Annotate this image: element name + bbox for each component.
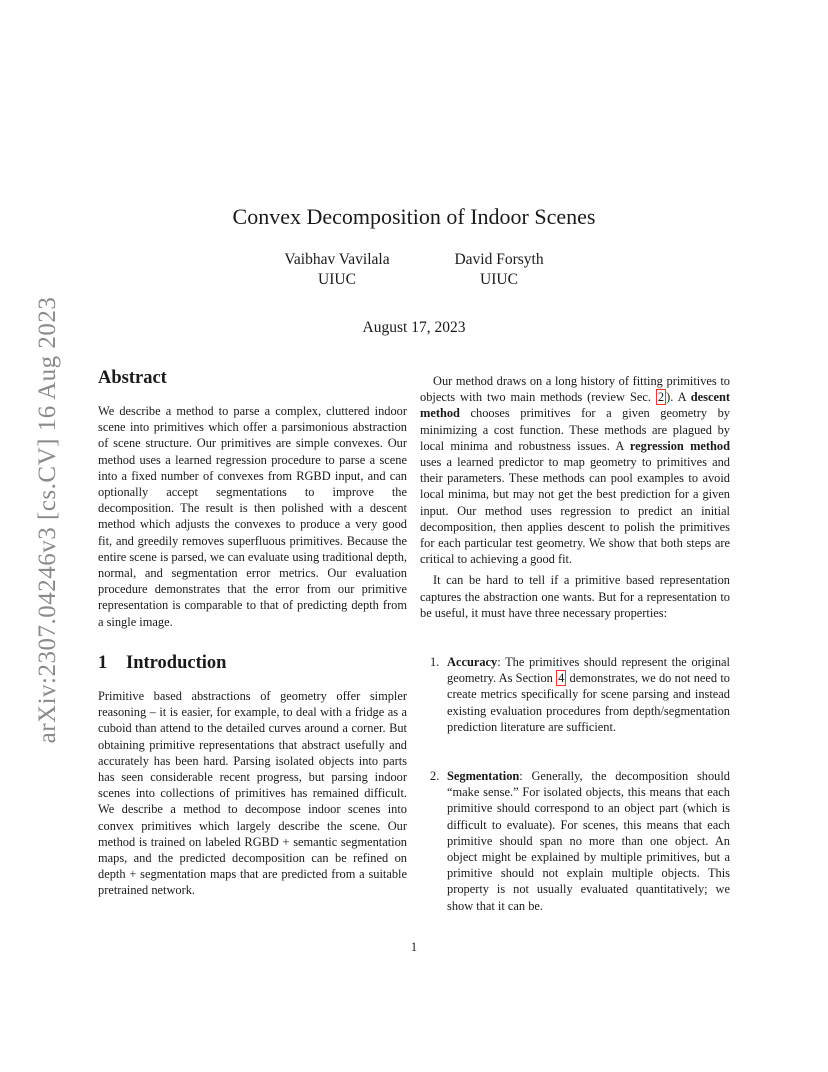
section-title: Introduction	[126, 653, 227, 673]
section-number: 1	[98, 653, 108, 673]
term-descent-method: descent method	[420, 390, 731, 421]
list-text: Segmentation: Generally, the decomposition should “make sense.” For isolated objects, this means that each primitive should correspond to an object part (which is difficult to evaluate). For scenes, this means that each primitive should span no more than one object. An object might be explained by multiple primitives, but a primitive should not explain multiple objects. This property is not usually evaluated quantitatively; we show that it can be.	[447, 769, 730, 913]
section-ref-link[interactable]: 4	[558, 671, 565, 686]
paper-date: August 17, 2023	[362, 319, 466, 336]
author-name: David Forsyth	[454, 251, 544, 268]
list-text: Accuracy: The primitives should represent the original geometry. As Section 4 demonstrates, we do not need to create metrics specifically for scene parsing and instead existing evaluation procedures from depth/segmentation prediction literature are sufficient.	[447, 655, 730, 734]
list-number: 1.	[430, 655, 440, 669]
paper-title: Convex Decomposition of Indoor Scenes	[232, 204, 596, 229]
term-accuracy: Accuracy	[447, 655, 498, 669]
author-affiliation: UIUC	[318, 271, 356, 288]
author-2	[399, 250, 599, 290]
list-item	[430, 654, 730, 735]
list-number: 2.	[430, 769, 440, 783]
term-segmentation: Segmentation	[447, 769, 520, 783]
abstract-body	[98, 403, 407, 630]
page-number: 1	[410, 940, 418, 954]
abstract-heading: Abstract	[98, 368, 167, 388]
author-affiliation: UIUC	[480, 271, 518, 288]
term-regression-method: regression method	[629, 438, 730, 453]
right-column-body	[420, 373, 730, 621]
author-name: Vaibhav Vavilala	[284, 251, 390, 268]
introduction-body	[98, 688, 407, 899]
arxiv-identifier: arXiv:2307.04246v3 [cs.CV] 16 Aug 2023	[34, 296, 61, 744]
paragraph-properties: It can be hard to tell if a primitive based representation captures the abstraction one wants. But for a representation to be useful, it must have three necessary properties:	[420, 573, 730, 620]
list-item	[430, 768, 730, 914]
introduction-heading	[98, 653, 226, 674]
abstract-text: We describe a method to parse a complex, cluttered indoor scene into primitives which offer a parsimonious abstraction of scene structure. Our primitives are simple convexes. Our method uses a learned regression procedure to parse a scene into a fixed number of convexes from RGBD input, and can optionally accept segmentations to improve the decomposition. The result is then polished with a descent method which adjusts the convexes to produce a very good fit, and greedily removes superfluous primitives. Because the entire scene is parsed, we can evaluate using traditional depth, normal, and segmentation error metrics. Our evaluation procedure demonstrates that the error from our primitive representation is comparable to that of predicting depth from a single image.	[98, 404, 407, 629]
section-ref-link[interactable]: 2	[657, 390, 665, 405]
paragraph-methods: Our method draws on a long history of fitting primitives to objects with two main methods (review Sec. 2 ). A descent method chooses primitives for a given geometry by minimizing a cost function. These methods are plagued by local minima and robustness issues. A regression method uses a learned predictor to map geometry to primitives and their parameters. These methods can pool examples to avoid local minima, but may not get the best prediction for a given input. Our method uses regression to predict an initial decomposition, then applies descent to polish the primitives for each particular test geometry. We show that both steps are critical to achieving a good fit.	[420, 374, 731, 567]
introduction-text: Primitive based abstractions of geometry offer simpler reasoning – it is easier, for example, to deal with a fridge as a cuboid than attend to the detailed curves around a corner. But obtaining primitive representations that abstract usefully and accurately has been hard. Parsing isolated objects into parts has seen considerable recent progress, but parsing indoor scenes into collections of primitives has remained difficult. We describe a method to decompose indoor scenes into convex primitives which largely describe the scene. Our method is trained on labeled RGBD + semantic segmentation maps, and the predicted decomposition can be refined on depth + segmentation maps that are predicted from a suitable pretrained network.	[98, 689, 407, 898]
